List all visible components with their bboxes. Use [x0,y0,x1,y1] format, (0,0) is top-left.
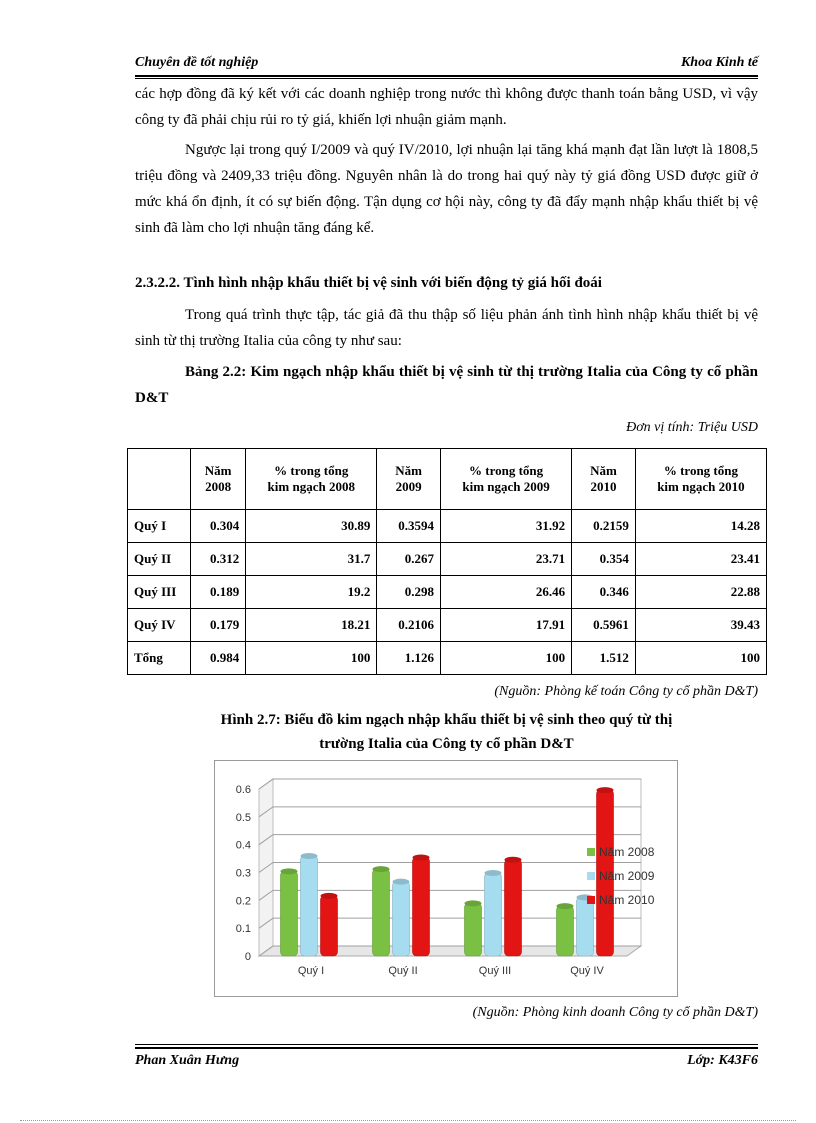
col-header-pct-2009: % trong tổng kim ngạch 2009 [441,449,572,510]
bar-top [413,854,430,860]
table-cell: 0.304 [191,510,246,543]
legend-swatch [587,848,595,856]
row-label: Quý IV [128,609,191,642]
table-cell: 23.41 [635,543,766,576]
table-cell: 30.89 [246,510,377,543]
bar-chart [215,761,677,996]
legend-swatch [587,872,595,880]
col-header-pct-2008: % trong tổng kim ngạch 2008 [246,449,377,510]
bar [373,869,390,956]
paragraph-1: các hợp đồng đã ký kết với các doanh nghiệp trong nước thì không được thanh toán bằng USD, vì vậy công ty đã phải chịu rủi ro tỷ giá, khiến lợi nhuận giảm mạnh. [135,86,758,128]
section-heading: 2.3.2.2. Tình hình nhập khẩu thiết bị vệ sinh với biến động tỷ giá hối đoái [135,275,602,291]
table-cell: 17.91 [441,609,572,642]
table-cell: 0.5961 [572,609,636,642]
table-cell: 0.179 [191,609,246,642]
figure-source: (Nguồn: Phòng kinh doanh Công ty cổ phần D&T) [472,1005,758,1020]
table-cell: 0.189 [191,576,246,609]
col-header-2009: Năm 2009 [377,449,441,510]
col-header-2008: Năm 2008 [191,449,246,510]
table-cell: 26.46 [441,576,572,609]
table-cell: 100 [635,642,766,675]
x-tick-label: Quý I [297,965,325,977]
table-cell: 39.43 [635,609,766,642]
bar [505,860,522,956]
table-cell: 19.2 [246,576,377,609]
bar [301,856,318,956]
table-row [128,543,767,576]
bar-top [505,857,522,863]
y-tick-label: 0.3 [235,867,251,880]
table-cell: 14.28 [635,510,766,543]
table-row [128,642,767,675]
row-label: Quý I [128,510,191,543]
bar-top [373,866,390,872]
figure-caption-line1: Hình 2.7: Biểu đồ kim ngạch nhập khẩu thiết bị vệ sinh theo quý từ thị [220,712,673,728]
row-label: Tổng [128,642,191,675]
table-cell: 0.2106 [377,609,441,642]
paragraph-3: Trong quá trình thực tập, tác giả đã thu thập số liệu phản ánh tình hình nhập khẩu thiết bị vệ sinh từ thị trường Italia của công ty như sau: [135,307,758,349]
bar-top [393,879,410,885]
table-source: (Nguồn: Phòng kế toán Công ty cổ phần D&T) [494,684,758,699]
bar-top [321,893,338,899]
table-cell: 31.92 [441,510,572,543]
bar-top [557,903,574,909]
paragraph-2: Ngược lại trong quý I/2009 và quý IV/2010, lợi nhuận lại tăng khá mạnh đạt lần lượt là 1808,5 triệu đồng và 2409,33 triệu đồng. Nguyên nhân là do trong hai quý này tỷ giá đồng USD được giữ ở mức khá ổn định, ít có sự biến động. Tận dụng cơ hội này, công ty đã đẩy mạnh nhập khẩu thiết bị vệ sinh đã làm cho lợi nhuận tăng đáng kể. [135,142,758,236]
table-cell: 100 [246,642,377,675]
y-tick-label: 0.5 [235,811,251,824]
table-header-row [128,449,767,510]
header-left: Chuyên đề tốt nghiệp [135,55,259,70]
bar [281,871,298,956]
bar [577,897,594,956]
bar-top [281,868,298,874]
header-rule [135,75,758,77]
y-tick-label: 0.4 [235,839,251,852]
figure-caption-line2: trường Italia của Công ty cổ phần D&T [319,736,574,752]
x-tick-label: Quý III [478,965,512,977]
bar-top [597,787,614,793]
footer-rule-thin [135,1044,758,1045]
table-cell: 0.267 [377,543,441,576]
table-cell: 0.312 [191,543,246,576]
legend-label: Năm 2010 [599,893,655,907]
table-cell: 0.3594 [377,510,441,543]
table-cell: 1.512 [572,642,636,675]
x-tick-label: Quý IV [570,965,604,977]
bar-top [485,870,502,876]
bar [557,906,574,956]
table-cell: 1.126 [377,642,441,675]
col-header-2010: Năm 2010 [572,449,636,510]
bar [413,857,430,956]
table-header-corner [128,449,191,510]
bar [465,903,482,956]
table-row [128,609,767,642]
header-rule-thin [135,78,758,79]
footer-right: Lớp: K43F6 [687,1053,758,1068]
legend-label: Năm 2008 [599,845,655,859]
table-cell: 18.21 [246,609,377,642]
y-tick-label: 0.2 [235,895,251,908]
table-unit: Đơn vị tính: Triệu USD [626,420,758,435]
page-border [20,1120,796,1121]
y-tick-label: 0.6 [235,784,251,796]
table-cell: 31.7 [246,543,377,576]
table-cell: 0.346 [572,576,636,609]
legend-swatch [587,896,595,904]
bar [321,896,338,956]
x-tick-label: Quý II [388,965,418,977]
table-cell: 0.298 [377,576,441,609]
y-tick-label: 0 [244,951,251,963]
table-cell: 100 [441,642,572,675]
bar [485,873,502,956]
header-right: Khoa Kinh tế [680,55,758,70]
table-cell: 23.71 [441,543,572,576]
table-row [128,510,767,543]
legend-label: Năm 2009 [599,869,655,883]
import-table [127,448,767,675]
table-cell: 0.2159 [572,510,636,543]
row-label: Quý II [128,543,191,576]
table-cell: 0.354 [572,543,636,576]
footer-rule [135,1047,758,1049]
y-tick-label: 0.1 [235,923,251,936]
table-caption: Bảng 2.2: Kim ngạch nhập khẩu thiết bị vệ sinh từ thị trường Italia của Công ty cổ phần D&T [135,364,758,406]
bar-top [301,853,318,859]
table-cell: 0.984 [191,642,246,675]
bar [393,882,410,956]
chart-frame [214,760,678,997]
row-label: Quý III [128,576,191,609]
table-row [128,576,767,609]
table-cell: 22.88 [635,576,766,609]
col-header-pct-2010: % trong tổng kim ngạch 2010 [635,449,766,510]
footer-left: Phan Xuân Hưng [135,1053,240,1068]
bar-top [465,900,482,906]
